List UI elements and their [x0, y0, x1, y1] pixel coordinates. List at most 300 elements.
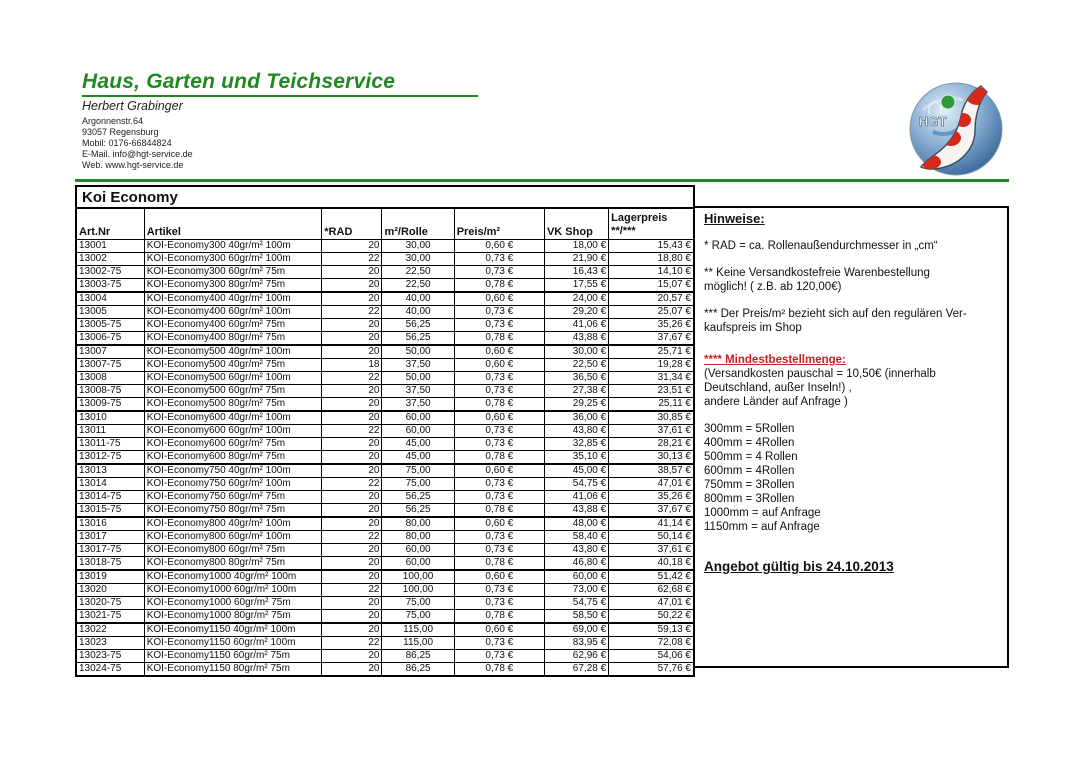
- cell-lager: 37,67 €: [609, 504, 694, 518]
- cell-nr: 13005-75: [76, 319, 144, 332]
- cell-rad: 20: [322, 557, 382, 571]
- cell-nr: 13011-75: [76, 438, 144, 451]
- table-row: [76, 531, 694, 544]
- table-row: [76, 570, 694, 584]
- cell-nr: 13005: [76, 306, 144, 319]
- table-row: [76, 266, 694, 279]
- cell-vk: 43,80 €: [544, 544, 608, 557]
- cell-m2: 60,00: [382, 411, 454, 425]
- cell-rad: 20: [322, 345, 382, 359]
- cell-m2: 30,00: [382, 240, 454, 253]
- cell-lager: 30,85 €: [609, 411, 694, 425]
- cell-preis: 0,73 €: [454, 491, 544, 504]
- cell-artikel: KOI-Economy600 60gr/m² 75m: [144, 438, 322, 451]
- cell-rad: 20: [322, 610, 382, 624]
- company-name: Haus, Garten und Teichservice: [82, 70, 478, 97]
- cell-lager: 47,01 €: [609, 478, 694, 491]
- cell-nr: 13007: [76, 345, 144, 359]
- cell-preis: 0,78 €: [454, 332, 544, 346]
- cell-vk: 67,28 €: [544, 663, 608, 677]
- address-line: Mobil: 0176-66844824: [82, 138, 172, 148]
- cell-vk: 43,88 €: [544, 504, 608, 518]
- green-divider: [75, 179, 1009, 182]
- cell-artikel: KOI-Economy300 80gr/m² 75m: [144, 279, 322, 293]
- cell-rad: 20: [322, 517, 382, 531]
- table-row: [76, 584, 694, 597]
- lagerpreis-line2: **/***: [611, 225, 636, 237]
- cell-m2: 115,00: [382, 623, 454, 637]
- cell-vk: 41,06 €: [544, 319, 608, 332]
- cell-vk: 45,00 €: [544, 464, 608, 478]
- table-row: [76, 610, 694, 624]
- cell-artikel: KOI-Economy750 60gr/m² 75m: [144, 491, 322, 504]
- cell-vk: 29,20 €: [544, 306, 608, 319]
- cell-preis: 0,60 €: [454, 240, 544, 253]
- table-row: [76, 544, 694, 557]
- address-line: E-Mail. info@hgt-service.de: [82, 149, 193, 159]
- cell-artikel: KOI-Economy400 40gr/m² 100m: [144, 292, 322, 306]
- table-row: [76, 372, 694, 385]
- table-row: [76, 425, 694, 438]
- cell-m2: 56,25: [382, 332, 454, 346]
- cell-rad: 20: [322, 663, 382, 677]
- cell-vk: 73,00 €: [544, 584, 608, 597]
- cell-m2: 75,00: [382, 597, 454, 610]
- table-row: [76, 464, 694, 478]
- cell-nr: 13003-75: [76, 279, 144, 293]
- cell-nr: 13002-75: [76, 266, 144, 279]
- quantity-line: 1000mm = auf Anfrage: [704, 507, 821, 519]
- note-rad: * RAD = ca. Rollenaußendurchmesser in „cm“: [704, 240, 938, 252]
- lagerpreis-line1: Lagerpreis: [611, 212, 668, 224]
- cell-m2: 40,00: [382, 292, 454, 306]
- cell-m2: 30,00: [382, 253, 454, 266]
- cell-m2: 56,25: [382, 491, 454, 504]
- cell-preis: 0,73 €: [454, 253, 544, 266]
- cell-m2: 80,00: [382, 517, 454, 531]
- cell-rad: 20: [322, 597, 382, 610]
- cell-rad: 20: [322, 451, 382, 465]
- cell-preis: 0,73 €: [454, 584, 544, 597]
- cell-preis: 0,60 €: [454, 517, 544, 531]
- cell-lager: 20,57 €: [609, 292, 694, 306]
- cell-nr: 13022: [76, 623, 144, 637]
- cell-vk: 60,00 €: [544, 570, 608, 584]
- cell-rad: 20: [322, 504, 382, 518]
- cell-artikel: KOI-Economy750 40gr/m² 100m: [144, 464, 322, 478]
- cell-lager: 57,76 €: [609, 663, 694, 677]
- table-row: [76, 306, 694, 319]
- cell-artikel: KOI-Economy500 40gr/m² 75m: [144, 359, 322, 372]
- col-header-lagerpreis: [609, 208, 694, 240]
- cell-artikel: KOI-Economy600 80gr/m² 75m: [144, 451, 322, 465]
- cell-nr: 13013: [76, 464, 144, 478]
- cell-nr: 13010: [76, 411, 144, 425]
- note-price-line1: *** Der Preis/m² bezieht sich auf den regulären Ver-: [704, 308, 967, 320]
- cell-lager: 37,67 €: [609, 332, 694, 346]
- cell-nr: 13020-75: [76, 597, 144, 610]
- min-order-line: Deutschland, außer Inseln!) ,: [704, 382, 852, 394]
- quantity-line: 750mm = 3Rollen: [704, 479, 795, 491]
- cell-lager: 14,10 €: [609, 266, 694, 279]
- quantity-line: 800mm = 3Rollen: [704, 493, 795, 505]
- cell-lager: 37,61 €: [609, 425, 694, 438]
- cell-vk: 32,85 €: [544, 438, 608, 451]
- cell-preis: 0,60 €: [454, 570, 544, 584]
- address-line: 93057 Regensburg: [82, 127, 159, 137]
- cell-preis: 0,60 €: [454, 345, 544, 359]
- cell-nr: 13014-75: [76, 491, 144, 504]
- cell-rad: 22: [322, 425, 382, 438]
- cell-rad: 22: [322, 253, 382, 266]
- cell-rad: 22: [322, 306, 382, 319]
- cell-lager: 25,71 €: [609, 345, 694, 359]
- note-price-line2: kaufspreis im Shop: [704, 322, 802, 334]
- cell-vk: 43,80 €: [544, 425, 608, 438]
- cell-lager: 31,34 €: [609, 372, 694, 385]
- cell-lager: 72,08 €: [609, 637, 694, 650]
- cell-rad: 22: [322, 637, 382, 650]
- cell-artikel: KOI-Economy500 80gr/m² 75m: [144, 398, 322, 412]
- cell-artikel: KOI-Economy1150 80gr/m² 75m: [144, 663, 322, 677]
- cell-preis: 0,73 €: [454, 597, 544, 610]
- cell-preis: 0,60 €: [454, 292, 544, 306]
- cell-vk: 83,95 €: [544, 637, 608, 650]
- section-title: Koi Economy: [75, 185, 695, 207]
- cell-preis: 0,78 €: [454, 557, 544, 571]
- cell-lager: 47,01 €: [609, 597, 694, 610]
- table-header-row: [76, 208, 694, 240]
- logo-text: HGT: [919, 114, 947, 129]
- price-table-wrap: [75, 207, 695, 677]
- cell-m2: 56,25: [382, 504, 454, 518]
- min-order-heading: **** Mindestbestellmenge:: [704, 354, 846, 366]
- cell-lager: 35,26 €: [609, 319, 694, 332]
- cell-preis: 0,78 €: [454, 398, 544, 412]
- cell-nr: 13006-75: [76, 332, 144, 346]
- cell-artikel: KOI-Economy1000 60gr/m² 100m: [144, 584, 322, 597]
- cell-artikel: KOI-Economy400 80gr/m² 75m: [144, 332, 322, 346]
- cell-m2: 37,50: [382, 359, 454, 372]
- cell-vk: 36,00 €: [544, 411, 608, 425]
- price-table-body: [76, 240, 694, 677]
- cell-nr: 13009-75: [76, 398, 144, 412]
- cell-artikel: KOI-Economy750 80gr/m² 75m: [144, 504, 322, 518]
- cell-rad: 22: [322, 478, 382, 491]
- table-row: [76, 491, 694, 504]
- table-row: [76, 319, 694, 332]
- min-order-line: (Versandkosten pauschal = 10,50€ (innerhalb: [704, 368, 936, 380]
- cell-nr: 13015-75: [76, 504, 144, 518]
- cell-preis: 0,60 €: [454, 411, 544, 425]
- cell-lager: 15,07 €: [609, 279, 694, 293]
- table-row: [76, 517, 694, 531]
- cell-lager: 59,13 €: [609, 623, 694, 637]
- cell-lager: 54,06 €: [609, 650, 694, 663]
- cell-m2: 60,00: [382, 425, 454, 438]
- cell-artikel: KOI-Economy800 60gr/m² 75m: [144, 544, 322, 557]
- cell-nr: 13014: [76, 478, 144, 491]
- cell-lager: 38,57 €: [609, 464, 694, 478]
- cell-lager: 40,18 €: [609, 557, 694, 571]
- cell-m2: 100,00: [382, 570, 454, 584]
- cell-vk: 41,06 €: [544, 491, 608, 504]
- col-header-artnr: Art.Nr: [76, 208, 144, 240]
- cell-rad: 20: [322, 570, 382, 584]
- note-shipping-line2: möglich! ( z.B. ab 120,00€): [704, 281, 842, 293]
- cell-artikel: KOI-Economy800 80gr/m² 75m: [144, 557, 322, 571]
- cell-preis: 0,73 €: [454, 372, 544, 385]
- cell-m2: 86,25: [382, 650, 454, 663]
- table-row: [76, 345, 694, 359]
- cell-artikel: KOI-Economy500 60gr/m² 100m: [144, 372, 322, 385]
- cell-rad: 22: [322, 584, 382, 597]
- cell-vk: 27,38 €: [544, 385, 608, 398]
- table-row: [76, 663, 694, 677]
- cell-preis: 0,78 €: [454, 663, 544, 677]
- cell-nr: 13002: [76, 253, 144, 266]
- cell-artikel: KOI-Economy800 60gr/m² 100m: [144, 531, 322, 544]
- min-order-lines: [704, 367, 998, 409]
- cell-preis: 0,73 €: [454, 478, 544, 491]
- cell-preis: 0,73 €: [454, 438, 544, 451]
- letterhead: [82, 70, 478, 171]
- cell-m2: 75,00: [382, 464, 454, 478]
- col-header-m2rolle: m²/Rolle: [382, 208, 454, 240]
- cell-lager: 28,21 €: [609, 438, 694, 451]
- koi-globe-icon: [903, 80, 1009, 180]
- col-header-vkshop: VK Shop: [544, 208, 608, 240]
- cell-lager: 41,14 €: [609, 517, 694, 531]
- cell-vk: 58,40 €: [544, 531, 608, 544]
- cell-vk: 22,50 €: [544, 359, 608, 372]
- min-order-line: andere Länder auf Anfrage ): [704, 396, 848, 408]
- cell-m2: 37,50: [382, 385, 454, 398]
- cell-preis: 0,60 €: [454, 623, 544, 637]
- cell-preis: 0,73 €: [454, 531, 544, 544]
- cell-rad: 20: [322, 292, 382, 306]
- cell-nr: 13023-75: [76, 650, 144, 663]
- cell-m2: 60,00: [382, 544, 454, 557]
- cell-rad: 20: [322, 623, 382, 637]
- owner-name: Herbert Grabinger: [82, 99, 183, 113]
- cell-m2: 22,50: [382, 266, 454, 279]
- cell-rad: 20: [322, 544, 382, 557]
- cell-vk: 29,25 €: [544, 398, 608, 412]
- cell-artikel: KOI-Economy300 60gr/m² 100m: [144, 253, 322, 266]
- cell-artikel: KOI-Economy400 60gr/m² 75m: [144, 319, 322, 332]
- cell-nr: 13004: [76, 292, 144, 306]
- table-row: [76, 398, 694, 412]
- cell-m2: 37,50: [382, 398, 454, 412]
- cell-nr: 13020: [76, 584, 144, 597]
- cell-lager: 50,14 €: [609, 531, 694, 544]
- cell-vk: 54,75 €: [544, 478, 608, 491]
- cell-rad: 18: [322, 359, 382, 372]
- table-row: [76, 253, 694, 266]
- quantity-line: 400mm = 4Rollen: [704, 437, 795, 449]
- cell-artikel: KOI-Economy800 40gr/m² 100m: [144, 517, 322, 531]
- cell-artikel: KOI-Economy500 40gr/m² 100m: [144, 345, 322, 359]
- cell-rad: 20: [322, 438, 382, 451]
- cell-lager: 19,28 €: [609, 359, 694, 372]
- cell-preis: 0,78 €: [454, 504, 544, 518]
- cell-artikel: KOI-Economy600 60gr/m² 100m: [144, 425, 322, 438]
- cell-preis: 0,73 €: [454, 319, 544, 332]
- cell-nr: 13012-75: [76, 451, 144, 465]
- cell-rad: 20: [322, 319, 382, 332]
- col-header-preism2: Preis/m²: [454, 208, 544, 240]
- table-row: [76, 438, 694, 451]
- cell-preis: 0,73 €: [454, 425, 544, 438]
- cell-m2: 80,00: [382, 531, 454, 544]
- cell-m2: 45,00: [382, 438, 454, 451]
- cell-vk: 36,50 €: [544, 372, 608, 385]
- cell-rad: 20: [322, 332, 382, 346]
- cell-nr: 13011: [76, 425, 144, 438]
- cell-vk: 21,90 €: [544, 253, 608, 266]
- table-row: [76, 279, 694, 293]
- cell-artikel: KOI-Economy600 40gr/m² 100m: [144, 411, 322, 425]
- table-row: [76, 359, 694, 372]
- cell-m2: 75,00: [382, 478, 454, 491]
- cell-rad: 20: [322, 279, 382, 293]
- cell-artikel: KOI-Economy1000 40gr/m² 100m: [144, 570, 322, 584]
- cell-preis: 0,73 €: [454, 544, 544, 557]
- offer-validity: Angebot gültig bis 24.10.2013: [704, 559, 894, 574]
- address-line: Web. www.hgt-service.de: [82, 160, 184, 170]
- quantity-line: 500mm = 4 Rollen: [704, 451, 798, 463]
- cell-nr: 13008: [76, 372, 144, 385]
- cell-m2: 115,00: [382, 637, 454, 650]
- cell-lager: 35,26 €: [609, 491, 694, 504]
- cell-preis: 0,73 €: [454, 306, 544, 319]
- cell-preis: 0,73 €: [454, 637, 544, 650]
- cell-nr: 13008-75: [76, 385, 144, 398]
- cell-vk: 54,75 €: [544, 597, 608, 610]
- cell-lager: 25,07 €: [609, 306, 694, 319]
- table-row: [76, 650, 694, 663]
- quantity-line: 1150mm = auf Anfrage: [704, 521, 820, 533]
- address-line: Argonnenstr.64: [82, 116, 144, 126]
- cell-nr: 13007-75: [76, 359, 144, 372]
- cell-preis: 0,60 €: [454, 359, 544, 372]
- cell-nr: 13017: [76, 531, 144, 544]
- table-row: [76, 411, 694, 425]
- cell-lager: 18,80 €: [609, 253, 694, 266]
- cell-lager: 62,68 €: [609, 584, 694, 597]
- cell-nr: 13021-75: [76, 610, 144, 624]
- table-row: [76, 292, 694, 306]
- table-row: [76, 504, 694, 518]
- cell-vk: 35,10 €: [544, 451, 608, 465]
- cell-vk: 17,55 €: [544, 279, 608, 293]
- cell-m2: 40,00: [382, 306, 454, 319]
- cell-m2: 22,50: [382, 279, 454, 293]
- cell-nr: 13024-75: [76, 663, 144, 677]
- quantity-line: 600mm = 4Rollen: [704, 465, 795, 477]
- cell-artikel: KOI-Economy1150 60gr/m² 75m: [144, 650, 322, 663]
- table-row: [76, 557, 694, 571]
- cell-nr: 13023: [76, 637, 144, 650]
- cell-lager: 50,22 €: [609, 610, 694, 624]
- cell-rad: 20: [322, 266, 382, 279]
- cell-preis: 0,78 €: [454, 451, 544, 465]
- cell-artikel: KOI-Economy1150 60gr/m² 100m: [144, 637, 322, 650]
- col-header-artikel: Artikel: [144, 208, 322, 240]
- cell-lager: 25,11 €: [609, 398, 694, 412]
- cell-artikel: KOI-Economy500 60gr/m² 75m: [144, 385, 322, 398]
- cell-artikel: KOI-Economy750 60gr/m² 100m: [144, 478, 322, 491]
- cell-vk: 24,00 €: [544, 292, 608, 306]
- cell-vk: 18,00 €: [544, 240, 608, 253]
- cell-artikel: KOI-Economy1000 80gr/m² 75m: [144, 610, 322, 624]
- cell-vk: 46,80 €: [544, 557, 608, 571]
- cell-vk: 62,96 €: [544, 650, 608, 663]
- note-price: [704, 307, 998, 335]
- cell-preis: 0,78 €: [454, 610, 544, 624]
- cell-rad: 20: [322, 464, 382, 478]
- cell-nr: 13016: [76, 517, 144, 531]
- cell-m2: 50,00: [382, 345, 454, 359]
- cell-lager: 37,61 €: [609, 544, 694, 557]
- table-row: [76, 478, 694, 491]
- price-table: [75, 207, 695, 677]
- cell-vk: 16,43 €: [544, 266, 608, 279]
- cell-lager: 23,51 €: [609, 385, 694, 398]
- cell-preis: 0,73 €: [454, 650, 544, 663]
- address-block: [82, 116, 478, 171]
- cell-vk: 43,88 €: [544, 332, 608, 346]
- cell-m2: 86,25: [382, 663, 454, 677]
- notes-heading: Hinweise:: [704, 211, 765, 226]
- cell-vk: 58,50 €: [544, 610, 608, 624]
- cell-m2: 60,00: [382, 557, 454, 571]
- col-header-rad: *RAD: [322, 208, 382, 240]
- cell-preis: 0,60 €: [454, 464, 544, 478]
- cell-nr: 13018-75: [76, 557, 144, 571]
- cell-m2: 100,00: [382, 584, 454, 597]
- cell-preis: 0,73 €: [454, 385, 544, 398]
- hgt-logo: [903, 80, 1009, 180]
- cell-rad: 20: [322, 240, 382, 253]
- min-order-quantities: [704, 422, 998, 534]
- table-row: [76, 451, 694, 465]
- table-row: [76, 240, 694, 253]
- cell-lager: 30,13 €: [609, 451, 694, 465]
- cell-nr: 13017-75: [76, 544, 144, 557]
- cell-preis: 0,73 €: [454, 266, 544, 279]
- table-row: [76, 385, 694, 398]
- cell-rad: 22: [322, 531, 382, 544]
- table-row: [76, 597, 694, 610]
- cell-rad: 20: [322, 650, 382, 663]
- cell-nr: 13001: [76, 240, 144, 253]
- cell-lager: 51,42 €: [609, 570, 694, 584]
- cell-rad: 20: [322, 385, 382, 398]
- note-shipping: [704, 266, 998, 294]
- cell-m2: 56,25: [382, 319, 454, 332]
- quantity-line: 300mm = 5Rollen: [704, 423, 795, 435]
- cell-artikel: KOI-Economy1150 40gr/m² 100m: [144, 623, 322, 637]
- cell-m2: 45,00: [382, 451, 454, 465]
- table-row: [76, 332, 694, 346]
- notes-panel: [693, 206, 1009, 668]
- cell-nr: 13019: [76, 570, 144, 584]
- cell-artikel: KOI-Economy300 40gr/m² 100m: [144, 240, 322, 253]
- note-shipping-line1: ** Keine Versandkostefreie Warenbestellung: [704, 267, 930, 279]
- cell-m2: 50,00: [382, 372, 454, 385]
